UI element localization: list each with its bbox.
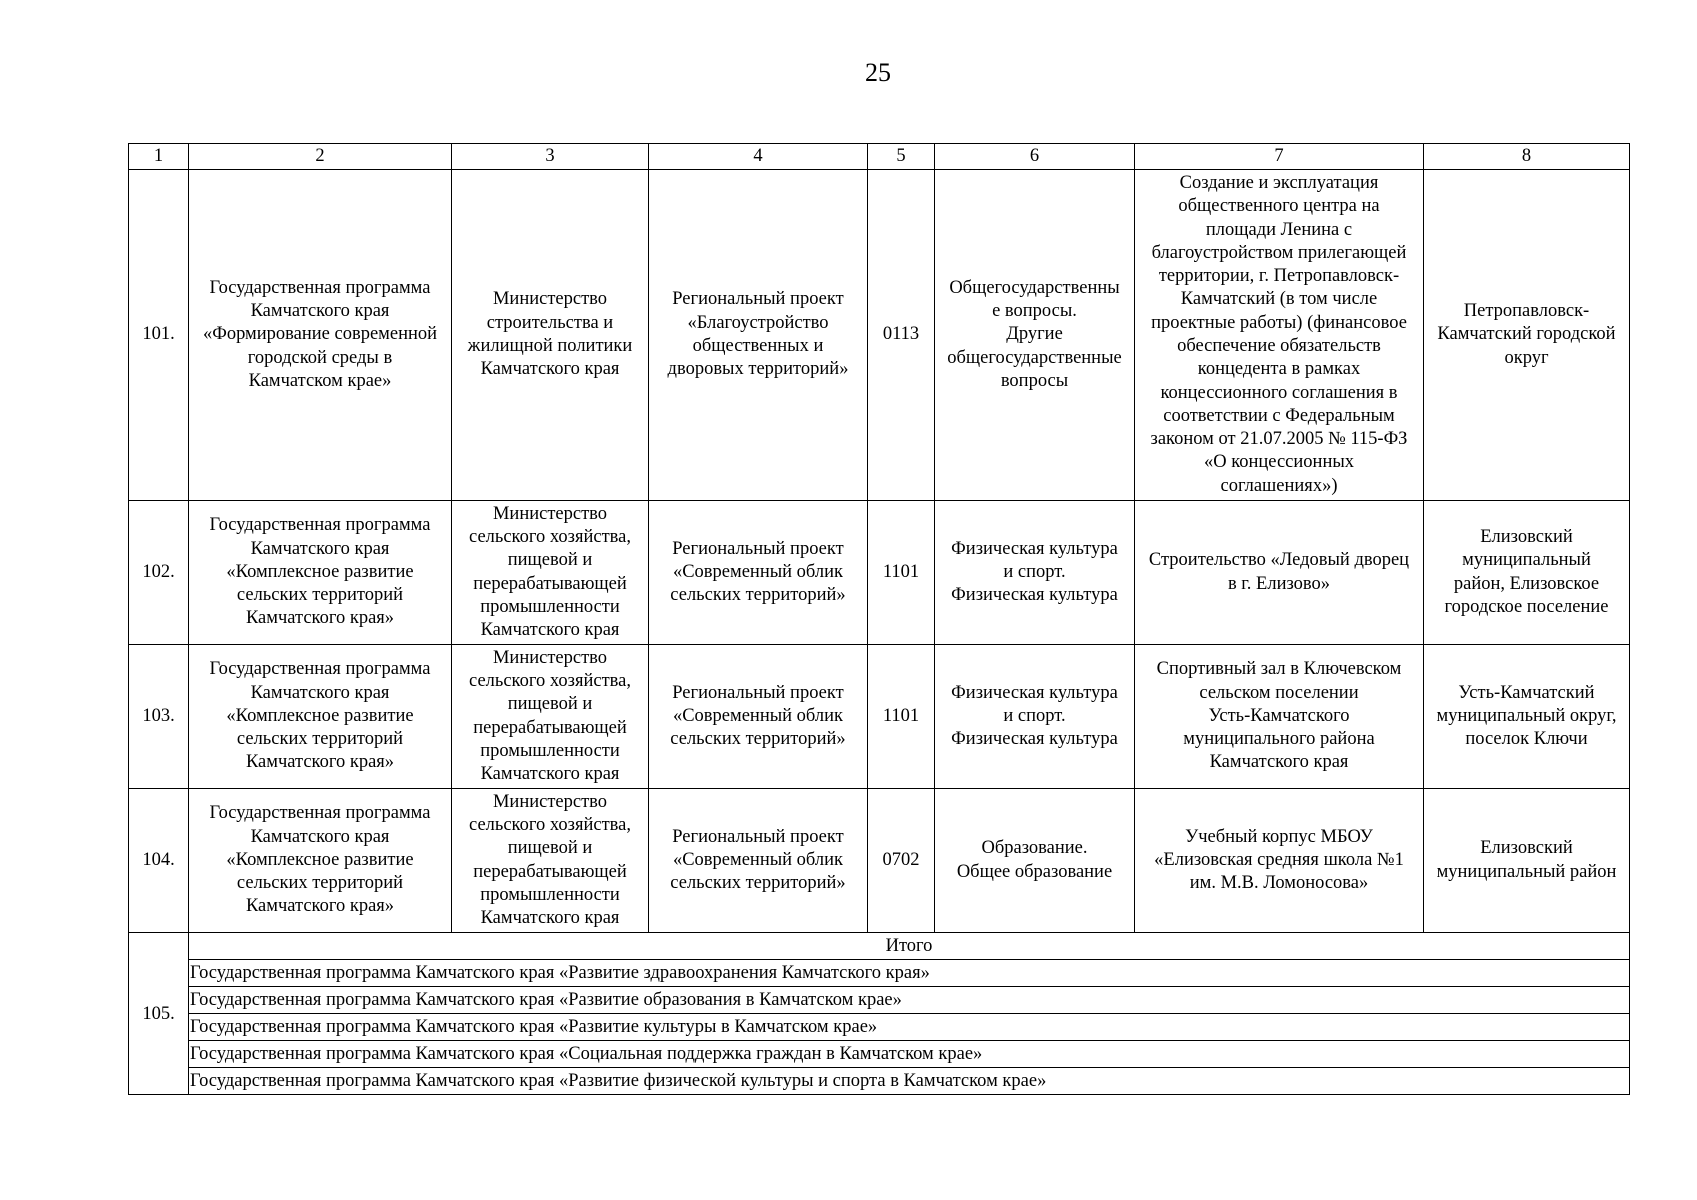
table-row [129,645,1630,789]
cell-line: Усть-Камчатский [1458,682,1595,703]
row-number-cell: 101. [129,170,189,501]
cell-line: дворовых территорий» [667,359,849,380]
cell-line: благоустройством прилегающей [1151,242,1407,263]
cell-line: муниципальный [1462,550,1591,571]
data-table [128,143,1630,1095]
cell-line: Камчатского края [250,301,390,322]
cell-line: «Елизовская средняя школа №1 [1154,849,1404,870]
cell-line: соответствии с Федеральным [1163,405,1395,426]
cell-line: концессионного соглашения в [1160,382,1398,403]
header-cell: 5 [868,144,935,170]
cell-line: им. М.В. Ломоносова» [1189,873,1369,894]
cell-line: и спорт. [1003,705,1066,726]
cell-line: Камчатского края [480,764,620,785]
cell-line: сельского хозяйства, [469,526,631,547]
cell-line: Общее образование [956,861,1113,882]
header-cell: 4 [649,144,868,170]
cell-line: «Современный облик [672,849,844,870]
project-cell [649,501,868,645]
section-cell [935,170,1135,501]
cell-line: «Современный облик [672,705,844,726]
cell-line: Камчатского края» [245,608,395,629]
cell-line: Государственная программа [209,659,431,680]
municipality-cell [1424,789,1630,933]
cell-line: пищевой и [507,694,593,715]
cell-line: перерабатывающей [473,861,627,882]
cell-line: городское поселение [1444,596,1609,617]
cell-line: Петропавловск- [1463,301,1590,322]
row-number-cell: 104. [129,789,189,933]
cell-line: городской среды в [247,347,393,368]
cell-line: Государственная программа [209,515,431,536]
project-cell [649,789,868,933]
cell-line: общественных и [692,336,824,356]
cell-line: муниципальный район [1436,861,1617,882]
cell-line: Региональный проект [672,826,844,847]
cell-line: «Благоустройство [687,312,829,333]
table-row [129,789,1630,933]
cell-line: Камчатского края» [245,896,395,917]
program-cell [189,501,452,645]
header-cell: 6 [935,144,1135,170]
code-cell: 0702 [868,789,935,933]
cell-line: сельских территорий [236,873,404,894]
cell-line: Камчатском крае» [248,370,392,391]
cell-line: пищевой и [507,838,593,859]
cell-line: сельского хозяйства, [469,670,631,691]
header-cell: 1 [129,144,189,170]
cell-line: перерабатывающей [473,573,627,594]
cell-line: Региональный проект [672,682,844,703]
cell-line: Учебный корпус МБОУ [1185,826,1373,847]
table-body [129,144,1630,1095]
row-number-cell: 105. [129,933,189,1095]
ministry-cell [452,645,649,789]
header-cell: 3 [452,144,649,170]
cell-line: «Комплексное развитие [226,561,414,582]
cell-line: общественного центра на [1178,196,1380,217]
cell-line: Спортивный зал в Ключевском [1156,659,1402,680]
cell-line: промышленности [480,740,620,761]
object-cell [1135,501,1424,645]
program-cell [189,645,452,789]
municipality-cell [1424,645,1630,789]
cell-line: Государственная программа [209,803,431,824]
cell-line: территории, г. Петропавловск- [1158,266,1400,287]
cell-line: законом от 21.07.2005 № 115-ФЗ [1150,429,1408,450]
cell-line: пищевой и [507,550,593,571]
cell-line: сельских территорий [236,729,404,750]
cell-line: е вопросы. [992,301,1077,322]
summary-program-row [129,987,1630,1014]
cell-line: соглашениях») [1220,475,1338,496]
section-cell [935,645,1135,789]
cell-line: «Комплексное развитие [226,705,414,726]
cell-line: Камчатский городской [1437,324,1616,345]
section-cell [935,501,1135,645]
summary-title-row [129,933,1630,960]
cell-line: концедента в рамках [1197,359,1361,380]
cell-line: муниципальный округ, [1436,705,1617,726]
cell-line: Камчатский (в том числе [1180,289,1378,310]
cell-line: сельского хозяйства, [469,814,631,835]
summary-program-row [129,1014,1630,1041]
cell-line: Региональный проект [672,538,844,559]
cell-line: поселок Ключи [1465,729,1588,750]
cell-line: «Формирование современной [202,324,438,345]
ministry-cell [452,170,649,501]
row-number-cell: 103. [129,645,189,789]
header-cell: 8 [1424,144,1630,170]
cell-line: Физическая культура [951,585,1118,606]
cell-line: сельском поселении [1199,682,1359,703]
cell-line: жилищной политики [467,336,633,356]
ministry-cell [452,501,649,645]
cell-line: Камчатского края [250,538,390,559]
row-number-cell: 102. [129,501,189,645]
cell-line: Камчатского края [480,908,620,929]
summary-program-row [129,1041,1630,1068]
summary-program-cell: Государственная программа Камчатского края «Развитие физической культуры и спорта в Камчатском крае» [189,1068,1630,1095]
cell-line: Министерство [492,289,608,310]
cell-line: Строительство «Ледовый дворец [1148,550,1410,571]
cell-line: муниципального района [1183,729,1375,750]
project-cell [649,170,868,501]
code-cell: 1101 [868,645,935,789]
table-row [129,170,1630,501]
cell-line: перерабатывающей [473,717,627,738]
summary-program-cell: Государственная программа Камчатского края «Развитие здравоохранения Камчатского края» [189,960,1630,987]
cell-line: Создание и эксплуатация [1179,172,1379,193]
object-cell [1135,789,1424,933]
cell-line: Камчатского края» [245,752,395,773]
cell-line: Министерство [492,647,608,668]
cell-line: обеспечение обязательств [1177,336,1381,356]
cell-line: проектные работы) (финансовое [1151,312,1407,333]
program-cell [189,789,452,933]
program-cell [189,170,452,501]
page-number: 25 [865,58,891,87]
cell-line: Образование. [981,838,1088,859]
cell-line: Камчатского края [480,620,620,641]
object-cell [1135,645,1424,789]
summary-program-cell: Государственная программа Камчатского края «Развитие культуры в Камчатском крае» [189,1014,1630,1041]
cell-line: промышленности [480,596,620,617]
cell-line: и спорт. [1003,561,1066,582]
cell-line: Камчатского края [250,682,390,703]
section-cell [935,789,1135,933]
code-cell: 1101 [868,501,935,645]
cell-line: Елизовский [1480,838,1573,859]
cell-line: «Современный облик [672,561,844,582]
cell-line: вопросы [1000,370,1069,391]
header-row [129,144,1630,170]
cell-line: сельских территорий [236,585,404,606]
cell-line: строительства и [486,312,614,333]
project-cell [649,645,868,789]
cell-line: Министерство [492,503,608,524]
cell-line: Камчатского края [250,826,390,847]
code-cell: 0113 [868,170,935,501]
summary-program-cell: Государственная программа Камчатского края «Развитие образования в Камчатском крае» [189,987,1630,1014]
cell-line: Камчатского края [480,359,620,380]
cell-line: сельских территорий» [670,729,846,750]
municipality-cell [1424,170,1630,501]
summary-program-row [129,960,1630,987]
municipality-cell [1424,501,1630,645]
ministry-cell [452,789,649,933]
cell-line: в г. Елизово» [1227,573,1331,594]
cell-line: район, Елизовское [1453,573,1600,594]
cell-line: Физическая культура [951,538,1118,559]
cell-line: Государственная программа [209,277,431,298]
cell-line: Региональный проект [672,289,844,310]
cell-line: Физическая культура [951,729,1118,750]
cell-line: Камчатского края [1209,752,1349,773]
header-cell: 2 [189,144,452,170]
cell-line: площади Ленина с [1205,219,1353,240]
cell-line: сельских территорий» [670,585,846,606]
cell-line: общегосударственные [947,347,1122,368]
summary-program-row [129,1068,1630,1095]
object-cell [1135,170,1424,501]
cell-line: промышленности [480,884,620,905]
summary-program-cell: Государственная программа Камчатского края «Социальная поддержка граждан в Камчатском крае» [189,1041,1630,1068]
cell-line: Физическая культура [951,682,1118,703]
table-row [129,501,1630,645]
cell-line: сельских территорий» [670,873,846,894]
cell-line: «О концессионных [1203,452,1355,473]
cell-line: Усть-Камчатского [1208,705,1350,726]
header-cell: 7 [1135,144,1424,170]
cell-line: «Комплексное развитие [226,849,414,870]
cell-line: Елизовский [1480,526,1573,547]
cell-line: Общегосударственны [949,277,1120,298]
cell-line: округ [1504,347,1549,368]
cell-line: Другие [1006,324,1063,345]
summary-title: Итого [189,933,1630,960]
cell-line: Министерство [492,791,608,812]
